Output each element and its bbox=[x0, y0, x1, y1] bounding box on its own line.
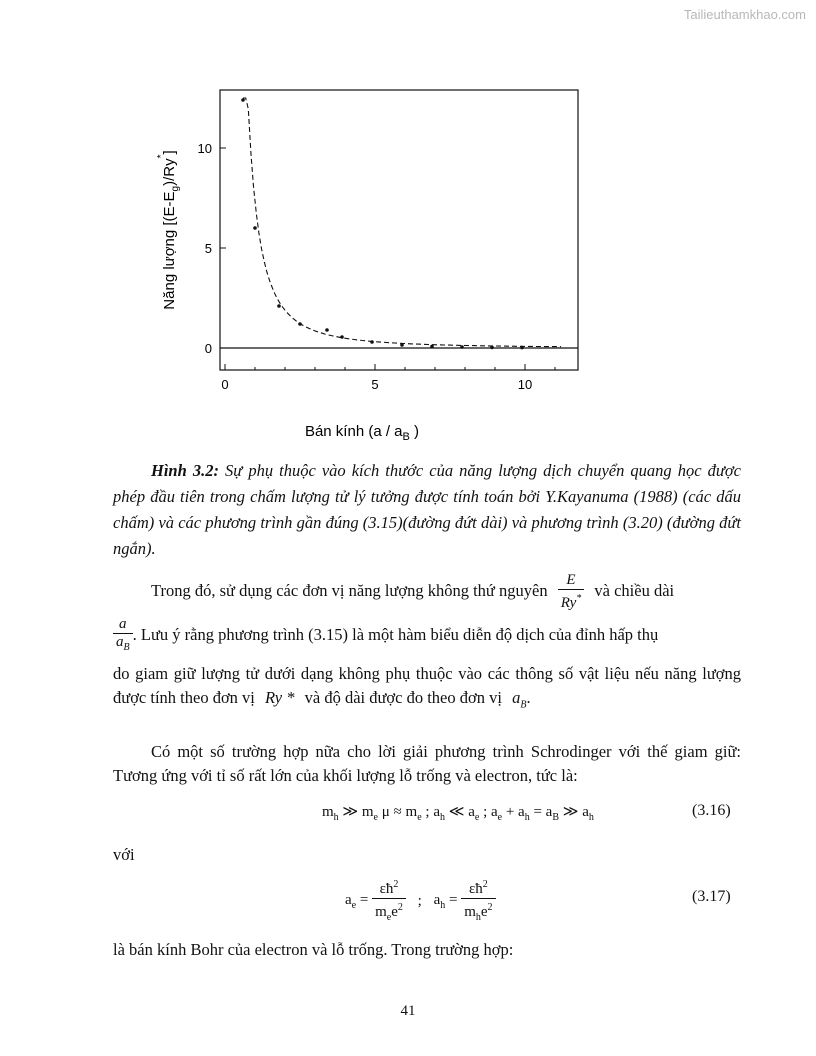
data-point bbox=[298, 322, 302, 326]
data-point bbox=[325, 328, 329, 332]
x-tick-label: 0 bbox=[221, 377, 229, 392]
y-tick-label: 0 bbox=[204, 341, 212, 356]
y-axis-label: Năng lượng $[(E-E_g)/Ry^*]$ bbox=[156, 150, 181, 310]
para1-c: . Lưu ý rằng phương trình (3.15) là một hàm biểu diễn độ dịch của đỉnh hấp thụ bbox=[132, 624, 659, 644]
data-point bbox=[277, 304, 281, 308]
data-point bbox=[253, 226, 257, 230]
fraction-e-ry: $\frac{E}{Ry^*}$ bbox=[558, 572, 585, 612]
equation-3-16: $m_h$ ≫ $m_e$ $\mu \approx m_e$ ; $a_h$ ≪ $a_e$ ; $a_e + a_h = a_B$ ≫ $a_h$ bbox=[322, 804, 594, 823]
paragraph-bohr: là bán kính Bohr của electron và lỗ trống. Trong trường hợp: bbox=[113, 940, 514, 959]
data-point bbox=[520, 346, 524, 350]
data-point bbox=[370, 340, 374, 344]
data-point bbox=[241, 98, 245, 102]
energy-radius-chart bbox=[150, 80, 590, 450]
plot-frame bbox=[220, 90, 578, 370]
para1-e: và độ dài được đo theo đơn vị bbox=[304, 688, 502, 707]
data-points bbox=[241, 98, 524, 349]
fit-curve-dashed bbox=[243, 98, 561, 347]
y-tick-label: 10 bbox=[197, 141, 212, 156]
fraction-a-ab: $\frac{a}{a_B}$ bbox=[113, 616, 133, 656]
x-ticks bbox=[221, 364, 555, 392]
paragraph-units: Trong đó, sử dụng các đơn vị năng lượng không thứ nguyên $\frac{E}{Ry^*}$ và chiều dài $\frac{a}{a_B}$ . Lưu ý rằng phương trình (3.15) là một hàm biểu diễn độ dịch của đỉnh hấp thụ do giam giữ lượng tử dưới dạng không phụ thuộc vào các thông số vật liệu nếu năng lượng được tính theo đơn vị Ry * và độ dài được đo theo đơn vị $a_B$. bbox=[113, 572, 741, 711]
data-point bbox=[430, 345, 434, 349]
equation-number-3-16: (3.16) bbox=[692, 802, 731, 819]
para2-text: Có một số trường hợp nữa cho lời giải phương trình Schrodinger với thế giam giữ: Tương ứng với tỉ số rất lớn của khối lượng lỗ trống và electron, tức là: bbox=[113, 742, 741, 785]
y-ticks bbox=[198, 141, 226, 356]
equation-number-3-17: (3.17) bbox=[692, 888, 731, 905]
x-axis-label: Bán kính ($a / a_B$ ) bbox=[304, 423, 420, 443]
data-point bbox=[400, 343, 404, 347]
figure-caption bbox=[113, 458, 741, 562]
page-number: 41 bbox=[400, 1003, 416, 1019]
watermark: Tailieuthamkhao.com bbox=[683, 7, 806, 22]
word-voi: với bbox=[113, 845, 135, 864]
para1-a: Trong đó, sử dụng các đơn vị năng lượng không thứ nguyên bbox=[151, 580, 548, 600]
y-tick-label: 5 bbox=[204, 241, 212, 256]
para1-b: và chiều dài bbox=[594, 580, 675, 600]
x-tick-label: 5 bbox=[371, 377, 379, 392]
equation-3-17: $a_e$ = $\frac{\varepsilon ħ^2}{m_ee^2}$ ; $a_h$ = $\frac{\varepsilon ħ^2}{m_he^2}$ bbox=[345, 876, 496, 926]
paragraph-cases bbox=[113, 740, 741, 788]
caption-text: Sự phụ thuộc vào kích thước của năng lượng dịch chuyển quang học được phép đầu tiên trong chấm lượng tử lý tưởng được tính toán bởi Y.Kayanuma (1988) (các dấu chấm) và các phương trình gần đúng (3.15)(đường đứt dài) và phương trình (3.20) (đường đứt ngắn). bbox=[113, 461, 741, 558]
data-point bbox=[460, 345, 464, 349]
data-point bbox=[340, 335, 344, 339]
data-point bbox=[490, 346, 494, 350]
para1-d: do giam giữ lượng tử dưới dạng không phụ thuộc vào các thông số vật liệu nếu năng lượng được tính theo đơn vị bbox=[113, 664, 741, 707]
x-tick-label: 10 bbox=[517, 377, 533, 392]
para1-f: . bbox=[526, 688, 531, 707]
caption-label: Hình 3.2: bbox=[151, 461, 219, 480]
